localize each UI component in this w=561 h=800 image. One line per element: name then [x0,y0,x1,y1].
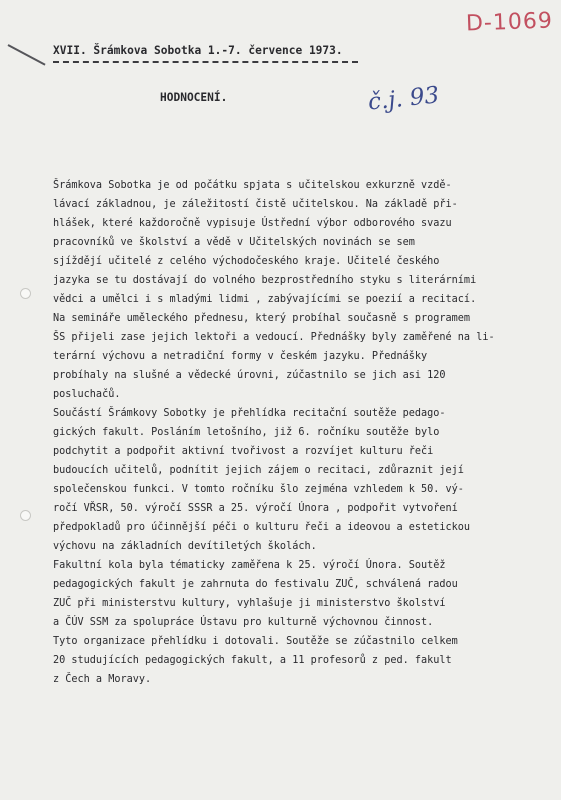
text-line: ŠS přijeli zase jejich lektoři a vedoucí. Přednášky byly zaměřené na li- [53,332,495,343]
paragraph-3 [53,556,458,689]
text-line: terární výchovu a netradiční formy v českém jazyku. Přednášky [53,351,428,362]
text-line: pracovníků ve školství a vědě v Učitelských novinách se sem [53,237,415,248]
text-line: společenskou funkci. V tomto ročníku šlo zejména vzhledem k 50. vý- [53,484,464,495]
text-line: Na semináře uměleckého přednesu, který probíhal současně s programem [53,313,471,324]
handwritten-reference-note: č.j. 93 [366,82,441,116]
text-line: ZUČ při ministerstvu kultury, vyhlašuje ji ministerstvo školství [53,598,446,609]
text-line: z Čech a Moravy. [53,674,152,685]
text-line: probíhaly na slušné a vědecké úrovni, zúčastnilo se jich asi 120 [53,370,446,381]
archive-number-stamp: D-1069 [465,8,554,37]
text-line: Šrámkova Sobotka je od počátku spjata s učitelskou exkurzně vzdě- [53,180,452,191]
document-header: XVII. Šrámkova Sobotka 1.-7. července 1973. [53,44,343,57]
text-line: hlášek, které každoročně vypisuje Ústřední výbor odborového svazu [53,218,452,229]
text-line: Fakultní kola byla tématicky zaměřena k 25. výročí Února. Soutěž [53,560,446,571]
pencil-mark [8,44,46,65]
text-line: pedagogických fakult je zahrnuta do festivalu ZUČ, schválená radou [53,579,458,590]
text-line: vědci a umělci i s mladými lidmi , zabývajícími se poezií a recitací. [53,294,477,305]
paragraph-1 [53,176,495,404]
text-line: lávací základnou, je záležitostí čistě učitelskou. Na základě při- [53,199,458,210]
text-line: sjíždějí učitelé z celého východočeského kraje. Učitelé českého [53,256,440,267]
text-line: jazyka se tu dostávají do volného bezprostředního styku s literárními [53,275,477,286]
text-line: budoucích učitelů, podnítit jejich zájem o recitaci, zdůraznit její [53,465,464,476]
text-line: 20 studujících pedagogických fakult, a 11 profesorů z ped. fakult [53,655,452,666]
text-line: a ČÚV SSM za spolupráce Ústavu pro kulturně výchovnou činnost. [53,617,434,628]
text-line: předpokladů pro účinnější péči o kulturu řeči a ideovou a estetickou [53,522,471,533]
paragraph-2 [53,404,470,556]
text-line: Tyto organizace přehlídku i dotovali. Soutěže se zúčastnilo celkem [53,636,458,647]
text-line: výchovu na základních devítiletých školách. [53,541,317,552]
punch-hole [20,510,31,521]
section-title: HODNOCENÍ. [160,91,228,104]
punch-hole [20,288,31,299]
text-line: Součástí Šrámkovy Sobotky je přehlídka recitační soutěže pedago- [53,408,446,419]
header-underline [53,61,358,63]
text-line: gických fakult. Posláním letošního, již 6. ročníku soutěže bylo [53,427,440,438]
text-line: posluchačů. [53,389,121,400]
text-line: podchytit a podpořit aktivní tvořivost a rozvíjet kulturu řeči [53,446,434,457]
text-line: ročí VŘSR, 50. výročí SSSR a 25. výročí Února , podpořit vytvoření [53,503,458,514]
